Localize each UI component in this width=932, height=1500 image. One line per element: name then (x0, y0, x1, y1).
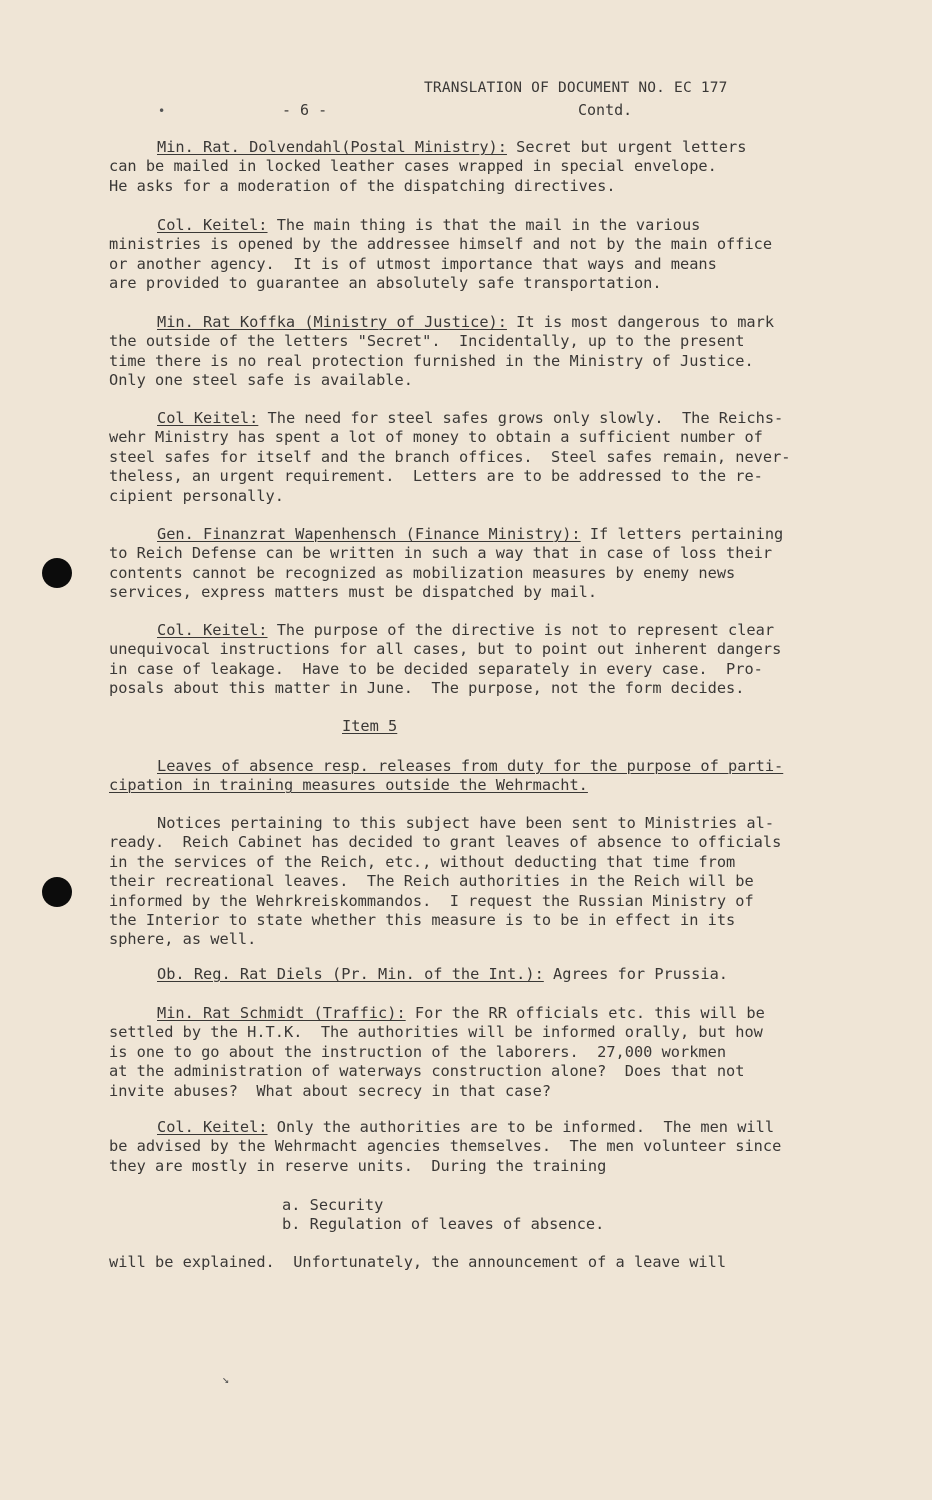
text-line: the outside of the letters "Secret". Incidentally, up to the present (109, 332, 745, 351)
paragraph-keitel-4: Col. Keitel: Only the authorities are to be informed. The men will be advised by the Wehrmacht agencies themselves. The men volunteer since they are mostly in reserve units. During the training (109, 1118, 782, 1175)
paragraph-wapenhensch: Gen. Finanzrat Wapenhensch (Finance Ministry): If letters pertaining to Reich Defense can be written in such a way that in case of loss their contents cannot be recognized as mobilization measures by enemy news services, express matters must be dispatched by mail. (109, 525, 784, 602)
paragraph-closing (109, 1253, 726, 1272)
text-line: ready. Reich Cabinet has decided to grant leaves of absence to officials (109, 833, 782, 852)
speaker-label: Min. Rat. Dolvendahl(Postal Ministry): (157, 138, 507, 156)
text-line: will be explained. Unfortunately, the announcement of a leave will (109, 1253, 727, 1271)
speaker-label: Col Keitel: (157, 409, 259, 427)
subject-line: Leaves of absence resp. releases from duty for the purpose of parti- (157, 757, 784, 775)
text-line: their recreational leaves. The Reich authorities in the Reich will be (109, 872, 754, 891)
training-list (282, 1196, 604, 1235)
text-line: steel safes for itself and the branch offices. Steel safes remain, never- (109, 447, 791, 466)
paragraph-notices (109, 814, 781, 950)
text-line: theless, an urgent requirement. Letters are to be addressed to the re- (109, 467, 763, 486)
paragraph-schmidt: Min. Rat Schmidt (Traffic): For the RR officials etc. this will be settled by the H.T.K. The authorities will be informed orally, but how is one to go about the instruction of the laborers. 27,000 workmen at the administration of waterways construction alone? Does that not invite abuses? What about secrecy in that case? (109, 1004, 765, 1100)
text-line: be advised by the Wehrmacht agencies themselves. The men volunteer since (109, 1137, 782, 1156)
subject-line: cipation in training measures outside the Wehrmacht. (109, 776, 588, 795)
text-line: time there is no real protection furnished in the Ministry of Justice. (109, 351, 754, 370)
punch-hole (42, 877, 72, 907)
speaker-label: Min. Rat Schmidt (Traffic): (157, 1004, 406, 1022)
text-line: sphere, as well. (109, 930, 257, 949)
text-line: Only one steel safe is available. (109, 371, 413, 390)
text-line: in case of leakage. Have to be decided separately in every case. Pro- (109, 659, 763, 678)
document-title: TRANSLATION OF DOCUMENT NO. EC 177 (424, 80, 728, 96)
text-line: services, express matters must be dispatched by mail. (109, 583, 598, 602)
page-number: - 6 - (282, 101, 328, 119)
text-line: informed by the Wehrkreiskommandos. I request the Russian Ministry of (109, 891, 754, 910)
paragraph-dolvendahl: Min. Rat. Dolvendahl(Postal Ministry): Secret but urgent letters can be mailed in locked leather cases wrapped in special envelope. He asks for a moderation of the dispatching directives. (109, 138, 747, 195)
paragraph-keitel-3: Col. Keitel: The purpose of the directive is not to represent clear unequivocal instructions for all cases, but to point out inherent dangers in case of leakage. Have to be decided separately in every case. Pro- posals about this matter in June. The purpose, not the form decides. (109, 621, 782, 698)
stray-mark: ↘ (222, 1372, 230, 1386)
text-line: Notices pertaining to this subject have been sent to Ministries al- (157, 814, 775, 832)
paragraph-koffka: Min. Rat Koffka (Ministry of Justice): It is most dangerous to mark the outside of the letters "Secret". Incidentally, up to the present time there is no real protection furnished in the Ministry of Justice. Only one steel safe is available. (109, 313, 775, 390)
speaker-label: Col. Keitel: (157, 216, 268, 234)
text-line: ministries is opened by the addressee himself and not by the main office (109, 235, 773, 254)
punch-hole (42, 558, 72, 588)
text-line: in the services of the Reich, etc., without deducting that time from (109, 852, 736, 871)
text-line: posals about this matter in June. The purpose, not the form decides. (109, 679, 745, 698)
paragraph-keitel-1: Col. Keitel: The main thing is that the mail in the various ministries is opened by the addressee himself and not by the main office or another agency. It is of utmost importance that ways and means are provided to guarantee an absolutely safe transportation. (109, 216, 773, 293)
speaker-label: Min. Rat Koffka (Ministry of Justice): (157, 313, 507, 331)
text-line: cipient personally. (109, 486, 284, 505)
speaker-label: Col. Keitel: (157, 1118, 268, 1136)
list-item: b. Regulation of leaves of absence. (282, 1215, 605, 1234)
stray-mark: • (158, 104, 166, 118)
text-line: is one to go about the instruction of the laborers. 27,000 workmen (109, 1042, 727, 1061)
continued-label: Contd. (578, 101, 633, 119)
text-line: they are mostly in reserve units. During the training (109, 1156, 607, 1175)
paragraph-diels: Ob. Reg. Rat Diels (Pr. Min. of the Int.): Agrees for Prussia. (157, 965, 729, 983)
text-line: unequivocal instructions for all cases, but to point out inherent dangers (109, 640, 782, 659)
speaker-label: Col. Keitel: (157, 621, 268, 639)
text-line: the Interior to state whether this measure is to be in effect in its (109, 910, 736, 929)
speaker-label: Gen. Finanzrat Wapenhensch (Finance Ministry): (157, 525, 581, 543)
list-item: a. Security (282, 1196, 384, 1214)
text-line: or another agency. It is of utmost importance that ways and means (109, 254, 717, 273)
text-line: to Reich Defense can be written in such a way that in case of loss their (109, 544, 773, 563)
text-line: invite abuses? What about secrecy in that case? (109, 1081, 552, 1100)
text-line: can be mailed in locked leather cases wrapped in special envelope. (109, 157, 717, 176)
text-line: wehr Ministry has spent a lot of money to obtain a sufficient number of (109, 428, 763, 447)
item-heading: Item 5 (342, 717, 398, 735)
text-line: contents cannot be recognized as mobilization measures by enemy news (109, 563, 736, 582)
text-line: at the administration of waterways construction alone? Does that not (109, 1062, 745, 1081)
text-line: He asks for a moderation of the dispatching directives. (109, 176, 616, 195)
text-line: settled by the H.T.K. The authorities will be informed orally, but how (109, 1023, 763, 1042)
text-line: are provided to guarantee an absolutely safe transportation. (109, 274, 662, 293)
paragraph-keitel-2: Col Keitel: The need for steel safes grows only slowly. The Reichs- wehr Ministry has spent a lot of money to obtain a sufficient number of steel safes for itself and the branch offices. Steel safes remain, never- theless, an urgent requirement. Letters are to be addressed to the re- cipient personally. (109, 409, 791, 505)
speaker-label: Ob. Reg. Rat Diels (Pr. Min. of the Int.): (157, 965, 544, 983)
item-subject (109, 757, 783, 796)
